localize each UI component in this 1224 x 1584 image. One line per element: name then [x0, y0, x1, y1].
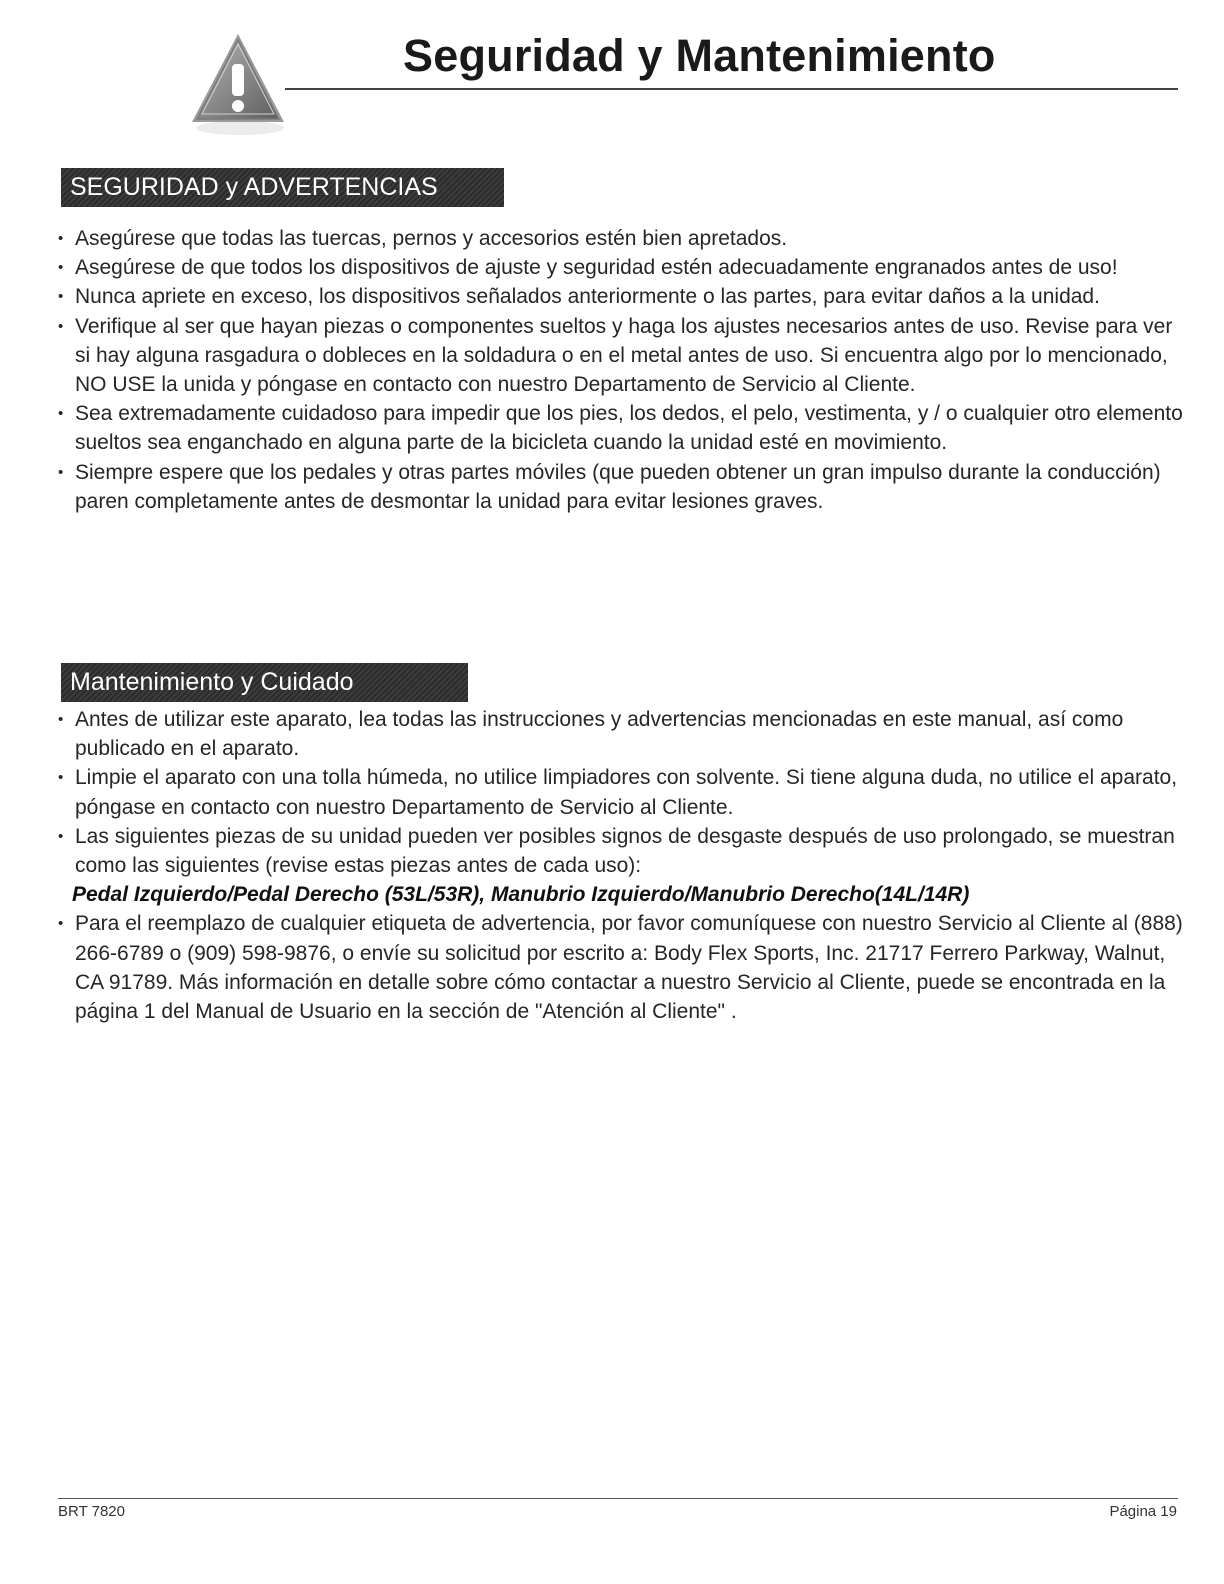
footer-divider — [58, 1498, 1178, 1499]
list-item: • Sea extremadamente cuidadoso para impedir que los pies, los dedos, el pelo, vestimenta, y / o cualquier otro elemento sueltos sea enganchado en alguna parte de la bicicleta cuando la unidad esté en movimiento. — [58, 399, 1188, 457]
maintenance-list — [58, 705, 1188, 1026]
title-underline — [285, 88, 1178, 90]
list-item: • Para el reemplazo de cualquier etiqueta de advertencia, por favor comuníquese con nuestro Servicio al Cliente al (888) 266-6789 o (909) 598-9876, o envíe su solicitud por escrito a: Body Flex Sports, Inc. 21717 Ferrero Parkway, Walnut, CA 91789. Más información en detalle sobre cómo contactar a nuestro Servicio al Cliente, puede se encontrada en la página 1 del Manual de Usuario en la sección de "Atención al Cliente" . — [58, 909, 1188, 1026]
list-item: • Limpie el aparato con una tolla húmeda, no utilice limpiadores con solvente. Si tiene alguna duda, no utilice el aparato, póngase en contacto con nuestro Departamento de Servicio al Cliente. — [58, 763, 1188, 821]
list-item: • Asegúrese que todas las tuercas, pernos y accesorios estén bien apretados. — [58, 224, 1188, 253]
list-item: • Nunca apriete en exceso, los dispositivos señalados anteriormente o las partes, para evitar daños a la unidad. — [58, 282, 1188, 311]
footer-page-number: Página 19 — [1109, 1503, 1177, 1520]
wear-parts-list: Pedal Izquierdo/Pedal Derecho (53L/53R), Manubrio Izquierdo/Manubrio Derecho(14L/14R) — [72, 883, 970, 907]
list-item — [58, 822, 1188, 910]
page-title: Seguridad y Mantenimiento — [403, 30, 996, 81]
section-heading-maintenance: Mantenimiento y Cuidado — [61, 663, 468, 702]
list-item: • Antes de utilizar este aparato, lea todas las instrucciones y advertencias mencionadas en este manual, así como publicado en el aparato. — [58, 705, 1188, 763]
wear-parts-text: Las siguientes piezas de su unidad pueden ver posibles signos de desgaste después de uso prolongado, se muestran como las siguientes (revise estas piezas antes de cada uso): — [75, 824, 1175, 878]
list-item: • Asegúrese de que todos los dispositivos de ajuste y seguridad estén adecuadamente engranados antes de uso! — [58, 253, 1188, 282]
page-header — [0, 0, 1224, 150]
safety-list — [58, 224, 1188, 516]
list-item: • Verifique al ser que hayan piezas o componentes sueltos y haga los ajustes necesarios antes de uso. Revise para ver si hay alguna rasgadura o dobleces en la soldadura o en el metal antes de uso. Si encuentra algo por lo mencionado, NO USE la unida y póngase en contacto con nuestro Departamento de Servicio al Cliente. — [58, 312, 1188, 400]
footer-model: BRT 7820 — [58, 1503, 125, 1520]
section-heading-safety: SEGURIDAD y ADVERTENCIAS — [61, 168, 504, 207]
warning-triangle-icon — [188, 30, 288, 140]
list-item: • Siempre espere que los pedales y otras partes móviles (que pueden obtener un gran impulso durante la conducción) paren completamente antes de desmontar la unidad para evitar lesiones graves. — [58, 458, 1188, 516]
